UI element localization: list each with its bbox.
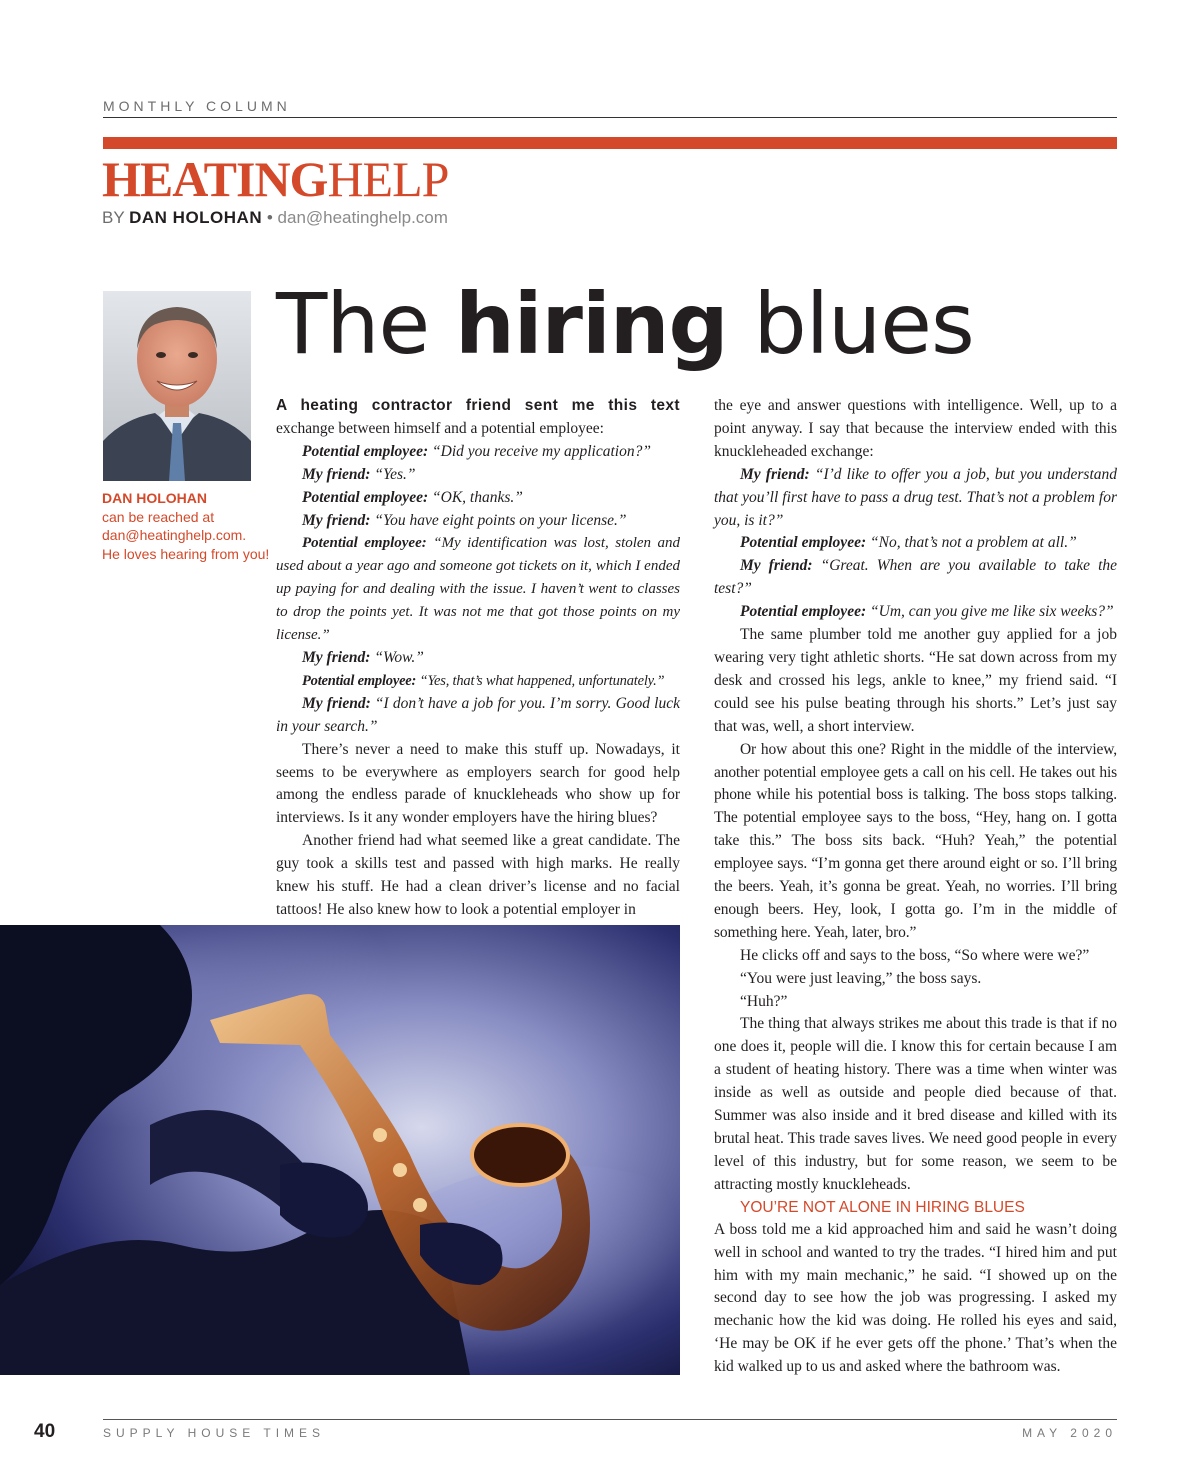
headline-post: blues bbox=[727, 275, 974, 373]
dialogue-text: “Um, can you give me like six weeks?” bbox=[866, 603, 1114, 621]
body-paragraph: Another friend had what seemed like a great candidate. The guy took a skills test and passed with high marks. He really knew his stuff. He had a clean driver’s license and no facial tattoos! He also knew how to look a potential employer in bbox=[276, 832, 680, 918]
dialogue-speaker: Potential employee: bbox=[740, 534, 867, 552]
dialogue-line bbox=[276, 464, 680, 487]
dialogue-line bbox=[276, 647, 680, 670]
accent-bar bbox=[103, 137, 1117, 149]
footer-rule bbox=[103, 1419, 1117, 1420]
caption-line1: can be reached at bbox=[102, 508, 215, 525]
dialogue-speaker: Potential employee: bbox=[302, 442, 429, 460]
dialogue-line bbox=[714, 532, 1117, 555]
lead-paragraph bbox=[276, 395, 680, 441]
section-label: MONTHLY COLUMN bbox=[103, 98, 291, 114]
column-brand bbox=[102, 150, 448, 208]
dialogue-text: “Yes.” bbox=[370, 465, 416, 483]
headline-pre: The bbox=[276, 275, 455, 373]
author-portrait-image bbox=[103, 291, 251, 481]
dialogue-text: “I’d like to offer you a job, but you understand that you’ll first have to pass a drug test. That’s not a problem for you, is it?” bbox=[714, 465, 1117, 529]
headline-bold: hiring bbox=[454, 275, 728, 373]
dialogue-text: “Did you receive my application?” bbox=[428, 442, 651, 460]
author-caption bbox=[102, 489, 272, 563]
dialogue-text: “Yes, that’s what happened, unfortunately.” bbox=[416, 672, 665, 689]
dialogue-line bbox=[714, 555, 1117, 601]
saxophone-photo bbox=[0, 925, 680, 1375]
lead-bold: A heating contractor friend sent me this text bbox=[276, 397, 680, 414]
dialogue-line bbox=[276, 510, 680, 533]
publication-name: SUPPLY HOUSE TIMES bbox=[103, 1426, 326, 1440]
byline-author: DAN HOLOHAN bbox=[129, 208, 263, 227]
body-paragraph: The same plumber told me another guy applied for a job wearing very tight athletic shorts. “He sat down across from my desk and crossed his legs, ankle to knee,” my friend said. “I could see his pulse beating through his shorts.” Let’s just say that was, well, a short interview. bbox=[714, 626, 1117, 735]
dialogue-text: “My identification was lost, stolen and used about a year ago and someone got tickets on it, which I ended up paying for and dealing with the issue. I haven’t went to classes to drop the points yet. It was not me that got those points on my license.” bbox=[276, 535, 681, 644]
dialogue-line bbox=[276, 693, 680, 739]
dialogue-speaker: Potential employee: bbox=[302, 672, 417, 689]
dialogue-speaker: My friend: bbox=[302, 694, 371, 712]
body-paragraph: “You were just leaving,” the boss says. bbox=[740, 969, 982, 987]
dialogue-text: “I don’t have a job for you. I’m sorry. Good luck in your search.” bbox=[276, 694, 681, 735]
dialogue-line bbox=[276, 670, 680, 693]
article-column-1 bbox=[276, 395, 680, 922]
byline-email[interactable]: dan@heatinghelp.com bbox=[277, 208, 448, 227]
body-paragraph: the eye and answer questions with intelligence. Well, up to a point anyway. I say that because the interview ended with this knuckleheaded exchange: bbox=[714, 397, 1117, 460]
page-number: 40 bbox=[34, 1421, 56, 1442]
dialogue-text: “Great. When are you available to take the test?” bbox=[714, 557, 1118, 598]
section-subhead: YOU’RE NOT ALONE IN HIRING BLUES bbox=[740, 1198, 1025, 1216]
dialogue-line bbox=[714, 464, 1117, 533]
dialogue-speaker: My friend: bbox=[302, 511, 371, 529]
article-column-2 bbox=[714, 395, 1117, 1379]
dialogue-line bbox=[276, 487, 680, 510]
caption-author: DAN HOLOHAN bbox=[102, 490, 207, 506]
lead-rest: exchange between himself and a potential employee: bbox=[276, 419, 604, 437]
brand-bold: HEATING bbox=[102, 151, 328, 207]
dialogue-line bbox=[276, 532, 680, 647]
byline bbox=[102, 208, 448, 228]
byline-bullet: • bbox=[266, 208, 273, 227]
top-rule bbox=[103, 117, 1117, 118]
body-paragraph: “Huh?” bbox=[740, 992, 788, 1010]
dialogue-speaker: My friend: bbox=[302, 465, 371, 483]
dialogue-line bbox=[714, 601, 1117, 624]
body-paragraph: Or how about this one? Right in the middle of the interview, another potential employee gets a call on his cell. He takes out his phone while his potential boss is talking. The boss stops talking. The potential employee says to the boss, “Hey, hang on. I gotta take this.” The boss sits back. “Huh? Yeah,” the potential employee says. “I’m gonna get there around eight or so. I’ll bring the beers. Yeah, it’s gonna be great. Yeah, no worries. I’ll bring enough beers. Hey, look, I gotta go. I’m in the middle of something here. Yeah, later, bro.” bbox=[714, 740, 1117, 941]
caption-line3: He loves hearing from you! bbox=[102, 545, 270, 562]
dialogue-speaker: My friend: bbox=[740, 557, 813, 575]
dialogue-speaker: My friend: bbox=[302, 648, 371, 666]
dialogue-speaker: Potential employee: bbox=[302, 488, 429, 506]
caption-email[interactable]: dan@heatinghelp.com. bbox=[102, 527, 247, 543]
body-paragraph: The thing that always strikes me about this trade is that if no one does it, people will die. I know this for certain because I am a student of heating history. There was a time when winter was inside as well as outside and people died because of that. Summer was also inside and it bred disease and killed with its brutal heat. This trade saves lives. We need good people in every level of this industry, but for some reason, we seem to be attracting mostly knuckleheads. bbox=[714, 1015, 1117, 1193]
body-paragraph: There’s never a need to make this stuff up. Nowadays, it seems to be everywhere as employers search for good help among the endless parade of knuckleheads who show up for interviews. Is it any wonder employers have the hiring blues? bbox=[276, 740, 680, 827]
issue-date: MAY 2020 bbox=[1022, 1426, 1117, 1440]
dialogue-text: “OK, thanks.” bbox=[428, 488, 523, 506]
dialogue-speaker: Potential employee: bbox=[302, 535, 427, 552]
dialogue-line bbox=[276, 441, 680, 464]
body-paragraph: He clicks off and says to the boss, “So where were we?” bbox=[740, 946, 1090, 964]
article-headline bbox=[276, 274, 974, 374]
dialogue-text: “No, that’s not a problem at all.” bbox=[866, 534, 1077, 552]
dialogue-speaker: My friend: bbox=[740, 465, 810, 483]
author-photo bbox=[103, 291, 251, 481]
byline-by: BY bbox=[102, 208, 125, 227]
dialogue-text: “You have eight points on your license.” bbox=[370, 511, 627, 529]
brand-light: HELP bbox=[327, 151, 449, 207]
dialogue-speaker: Potential employee: bbox=[740, 603, 867, 621]
dialogue-text: “Wow.” bbox=[370, 648, 424, 666]
body-paragraph: A boss told me a kid approached him and said he wasn’t doing well in school and wanted to try the trades. “I hired him and put him with my main mechanic,” he said. “I showed up on the second day to see how the job was progressing. I asked my mechanic how the kid was doing. He rolled his eyes and said, ‘He may be OK if he ever gets off the phone.’ That’s when the kid walked up to us and asked where the bathroom was. bbox=[714, 1220, 1117, 1376]
saxophone-player-image bbox=[0, 925, 680, 1375]
